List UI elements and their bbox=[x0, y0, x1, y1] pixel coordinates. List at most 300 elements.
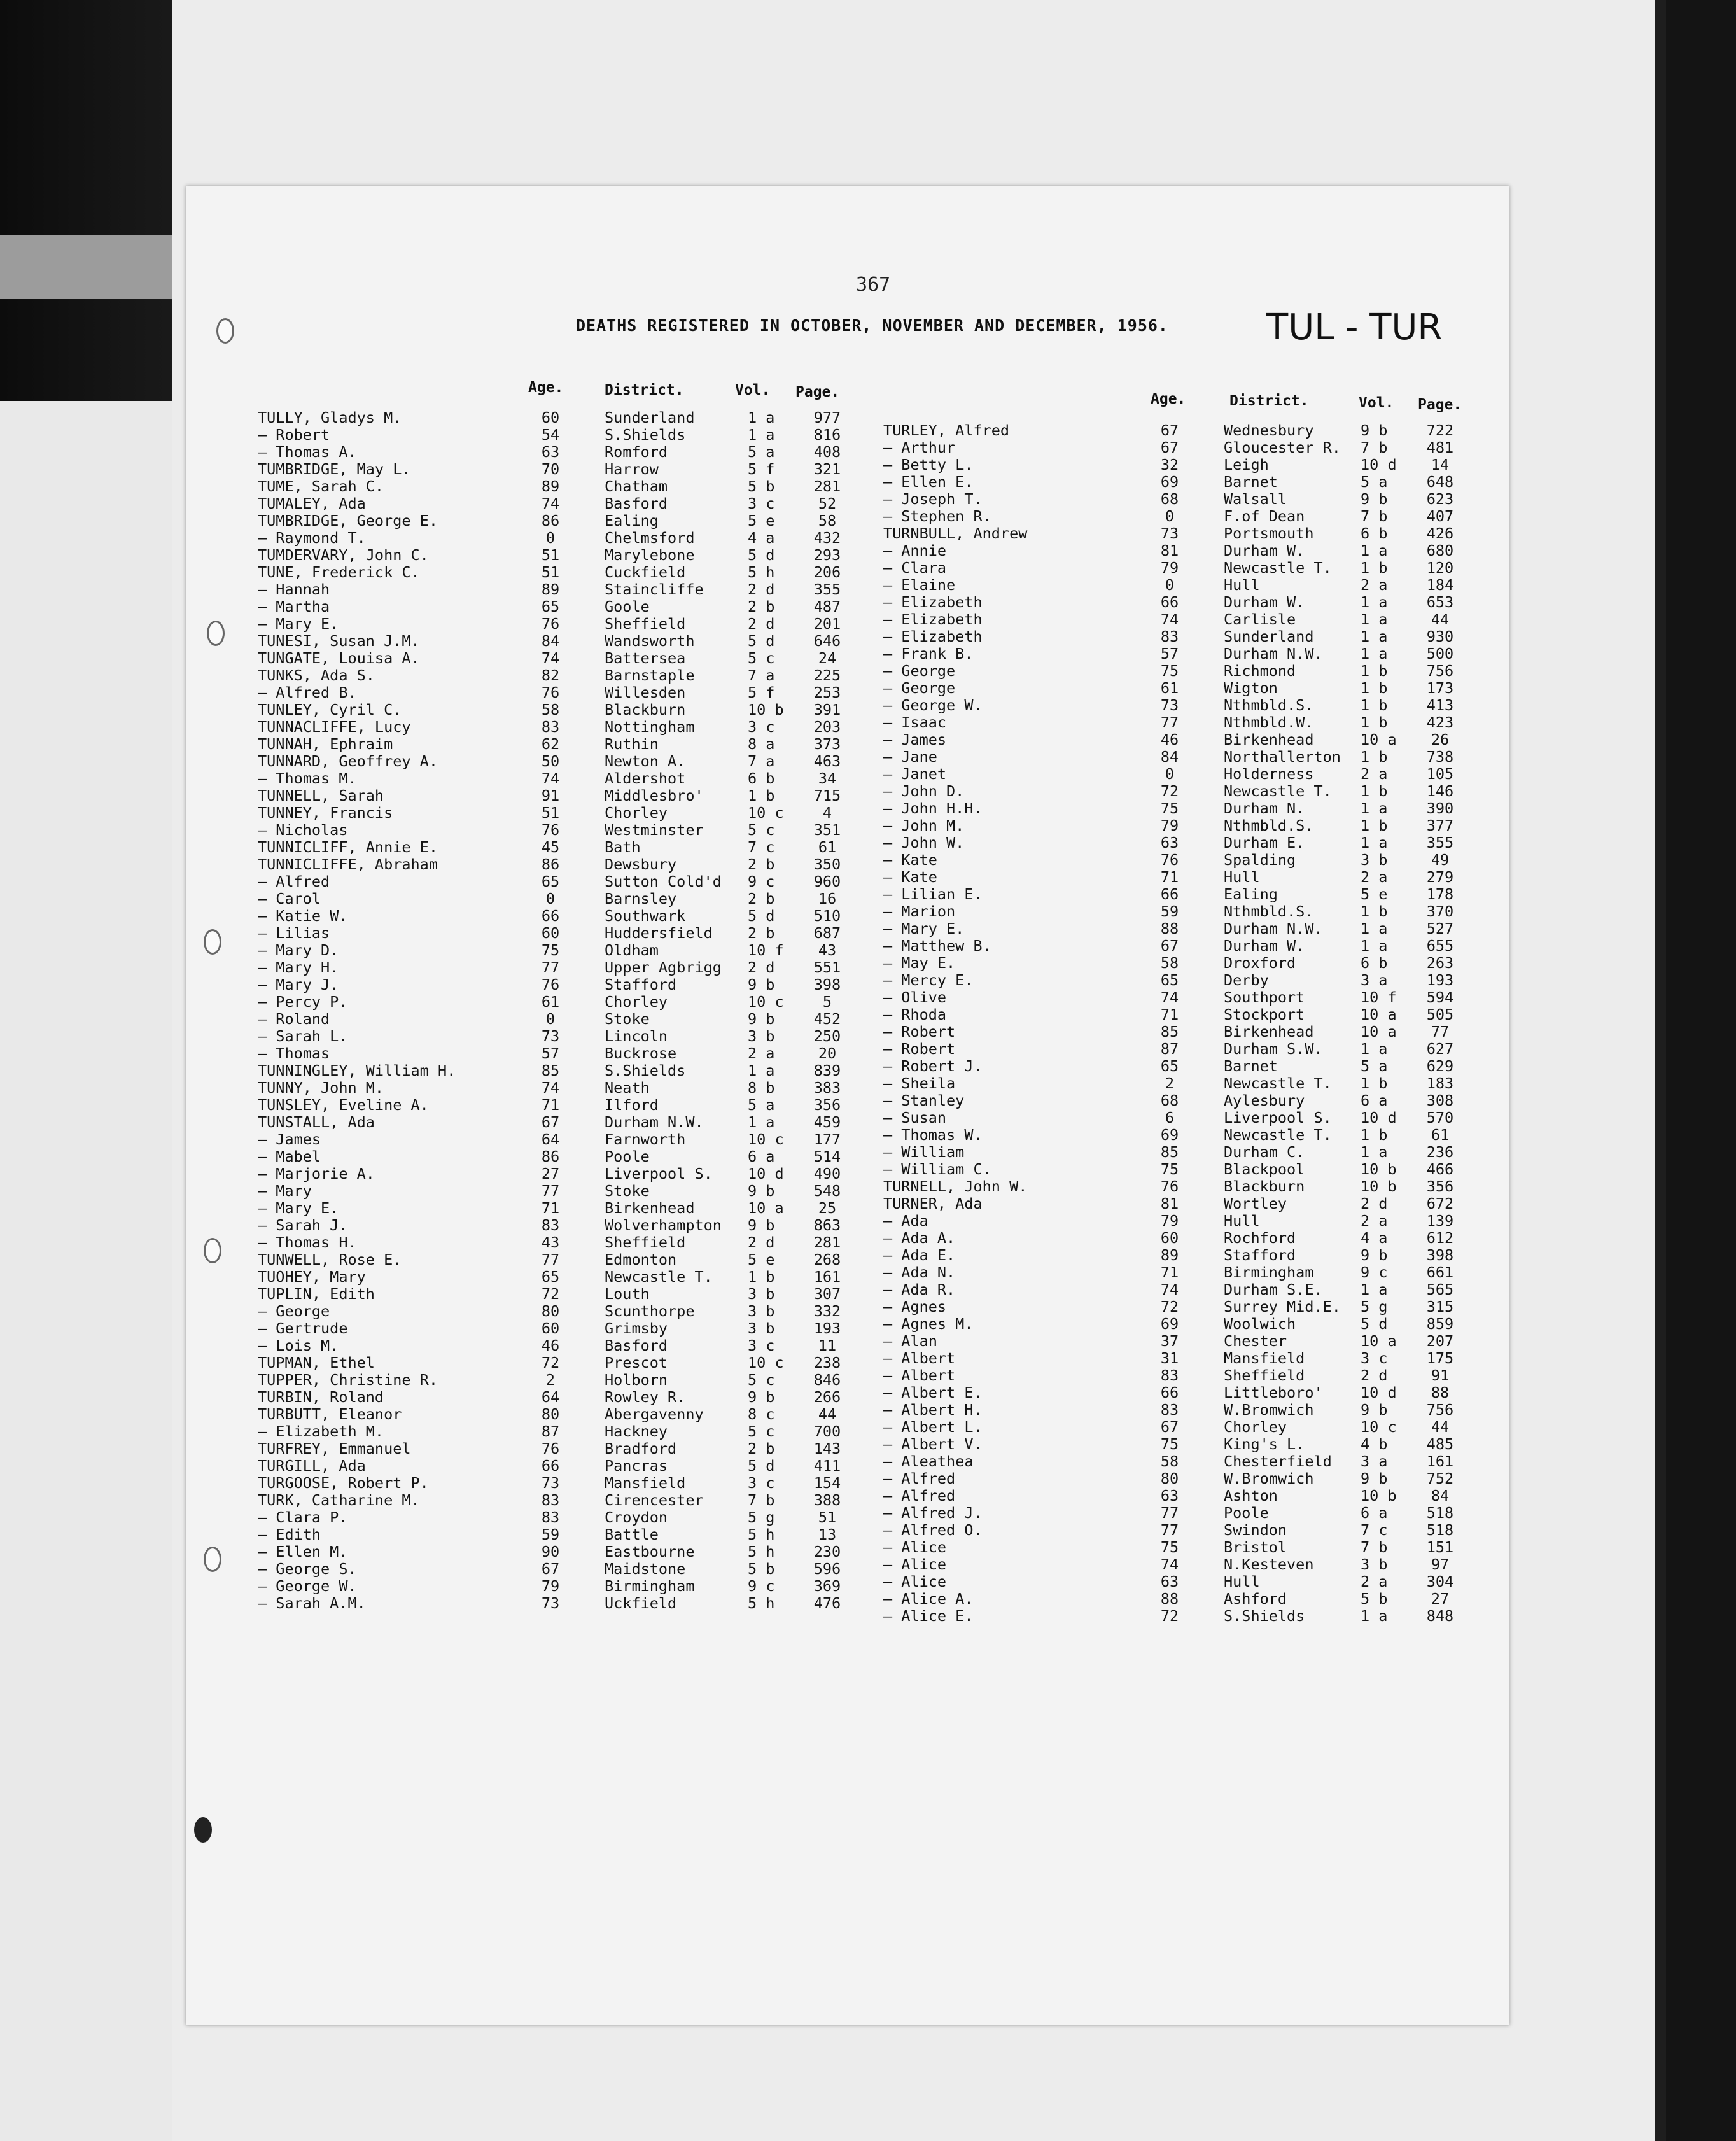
entry-vol: 1 a bbox=[748, 1113, 775, 1131]
register-entry bbox=[258, 1183, 869, 1200]
entry-district: Bath bbox=[605, 838, 641, 856]
entry-vol: 1 b bbox=[1361, 559, 1388, 577]
entry-age: 85 bbox=[541, 1062, 560, 1079]
entry-age: 58 bbox=[541, 701, 560, 719]
entry-name: — Elizabeth bbox=[883, 610, 983, 628]
entry-district: Scunthorpe bbox=[605, 1302, 695, 1320]
entry-name: TUNNY, John M. bbox=[258, 1079, 384, 1097]
entry-name: — Ada N. bbox=[883, 1263, 956, 1281]
entry-name: TUNNEY, Francis bbox=[258, 804, 393, 822]
entry-age: 83 bbox=[1160, 1401, 1179, 1419]
entry-page: 225 bbox=[813, 666, 841, 684]
entry-age: 76 bbox=[541, 684, 560, 701]
entry-vol: 9 b bbox=[748, 1216, 775, 1234]
entry-district: Chorley bbox=[605, 804, 668, 822]
entry-name: — Susan bbox=[883, 1109, 947, 1127]
entry-district: Barnet bbox=[1224, 1057, 1278, 1075]
entry-district: Barnet bbox=[1224, 473, 1278, 491]
entry-page: 510 bbox=[813, 907, 841, 925]
entry-vol: 5 e bbox=[1361, 885, 1388, 903]
entry-age: 83 bbox=[541, 1491, 560, 1509]
entry-name: TUMBRIDGE, George E. bbox=[258, 512, 438, 530]
entry-district: Chelmsford bbox=[605, 529, 695, 547]
entry-vol: 2 d bbox=[1361, 1195, 1388, 1212]
entry-age: 73 bbox=[541, 1027, 560, 1045]
entry-district: Westminster bbox=[605, 821, 704, 839]
entry-name: TUPLIN, Edith bbox=[258, 1285, 375, 1303]
register-entry bbox=[883, 920, 1481, 937]
entry-age: 83 bbox=[541, 1216, 560, 1234]
entry-name: — Ellen E. bbox=[883, 473, 974, 491]
register-entry bbox=[258, 1114, 869, 1131]
entry-page: 356 bbox=[813, 1096, 841, 1114]
entry-district: W.Bromwich bbox=[1224, 1401, 1314, 1419]
entry-name: — Mary J. bbox=[258, 976, 339, 993]
entry-district: Bradford bbox=[605, 1440, 677, 1457]
entry-district: Hackney bbox=[605, 1422, 668, 1440]
entry-page: 24 bbox=[818, 649, 837, 667]
entry-vol: 9 b bbox=[748, 1388, 775, 1406]
entry-vol: 7 b bbox=[748, 1491, 775, 1509]
register-entry bbox=[258, 701, 869, 719]
entry-page: 485 bbox=[1426, 1435, 1454, 1453]
entry-age: 65 bbox=[1160, 1057, 1179, 1075]
entry-vol: 7 a bbox=[748, 752, 775, 770]
entry-age: 76 bbox=[1160, 1177, 1179, 1195]
register-entry bbox=[883, 972, 1481, 989]
entry-age: 72 bbox=[1160, 1298, 1179, 1316]
entry-page: 487 bbox=[813, 598, 841, 615]
entry-age: 77 bbox=[541, 1182, 560, 1200]
entry-vol: 1 a bbox=[1361, 1143, 1388, 1161]
entry-page: 4 bbox=[822, 804, 832, 822]
entry-vol: 10 c bbox=[1361, 1418, 1397, 1436]
entry-page: 846 bbox=[813, 1371, 841, 1389]
entry-page: 355 bbox=[1426, 834, 1454, 852]
entry-district: Southwark bbox=[605, 907, 686, 925]
register-entry bbox=[883, 1608, 1481, 1625]
entry-name: TUNNACLIFFE, Lucy bbox=[258, 718, 411, 736]
entry-page: 863 bbox=[813, 1216, 841, 1234]
entry-age: 80 bbox=[1160, 1470, 1179, 1487]
register-entry bbox=[883, 1453, 1481, 1470]
entry-age: 69 bbox=[1160, 473, 1179, 491]
entry-age: 71 bbox=[1160, 1263, 1179, 1281]
entry-vol: 5 g bbox=[748, 1508, 775, 1526]
entry-district: Marylebone bbox=[605, 546, 695, 564]
entry-district: Poole bbox=[605, 1148, 650, 1165]
entry-name: — Agnes bbox=[883, 1298, 947, 1316]
entry-page: 43 bbox=[818, 941, 837, 959]
register-heading: DEATHS REGISTERED IN OCTOBER, NOVEMBER AND DECEMBER, 1956. bbox=[576, 316, 1168, 335]
register-entry bbox=[258, 1423, 869, 1440]
register-entry bbox=[883, 474, 1481, 491]
entry-page: 756 bbox=[1426, 662, 1454, 680]
entry-name: TULLY, Gladys M. bbox=[258, 409, 402, 426]
entry-name: — Hannah bbox=[258, 580, 330, 598]
entry-name: TURGOOSE, Robert P. bbox=[258, 1474, 429, 1492]
entry-age: 84 bbox=[1160, 748, 1179, 766]
register-entry bbox=[883, 439, 1481, 456]
entry-page: 514 bbox=[813, 1148, 841, 1165]
register-entry bbox=[258, 1200, 869, 1217]
entry-district: Goole bbox=[605, 598, 650, 615]
entry-district: Rochford bbox=[1224, 1229, 1296, 1247]
entry-name: TUNKS, Ada S. bbox=[258, 666, 375, 684]
entry-district: Aylesbury bbox=[1224, 1092, 1305, 1109]
entry-age: 60 bbox=[541, 409, 560, 426]
entry-name: — Alfred bbox=[258, 873, 330, 890]
register-entry bbox=[258, 908, 869, 925]
entry-page: 518 bbox=[1426, 1521, 1454, 1539]
entry-page: 859 bbox=[1426, 1315, 1454, 1333]
entry-name: — Carol bbox=[258, 890, 321, 908]
page-header: Page. bbox=[1418, 397, 1462, 413]
entry-district: Mansfield bbox=[605, 1474, 686, 1492]
entry-page: 977 bbox=[813, 409, 841, 426]
entry-district: Carlisle bbox=[1224, 610, 1296, 628]
entry-page: 500 bbox=[1426, 645, 1454, 663]
entry-age: 74 bbox=[1160, 1281, 1179, 1298]
entry-age: 74 bbox=[541, 769, 560, 787]
entry-vol: 5 h bbox=[748, 1543, 775, 1561]
entry-vol: 10 a bbox=[1361, 1023, 1397, 1041]
register-entry bbox=[258, 1354, 869, 1372]
entry-vol: 3 b bbox=[748, 1302, 775, 1320]
entry-name: — Sarah A.M. bbox=[258, 1594, 366, 1612]
register-entry bbox=[258, 1028, 869, 1045]
entry-page: 646 bbox=[813, 632, 841, 650]
entry-page: 49 bbox=[1431, 851, 1450, 869]
entry-age: 51 bbox=[541, 563, 560, 581]
entry-page: 193 bbox=[813, 1319, 841, 1337]
entry-page: 183 bbox=[1426, 1074, 1454, 1092]
entry-vol: 2 a bbox=[1361, 1212, 1388, 1230]
register-entry bbox=[883, 1247, 1481, 1264]
entry-name: — Sarah J. bbox=[258, 1216, 348, 1234]
entry-age: 66 bbox=[1160, 1384, 1179, 1401]
entry-name: — Frank B. bbox=[883, 645, 974, 663]
entry-age: 68 bbox=[1160, 490, 1179, 508]
entry-vol: 5 a bbox=[748, 1096, 775, 1114]
entry-name: TURNER, Ada bbox=[883, 1195, 983, 1212]
entry-vol: 9 b bbox=[748, 1182, 775, 1200]
entry-vol: 1 a bbox=[748, 409, 775, 426]
register-entry bbox=[258, 1062, 869, 1079]
entry-page: 88 bbox=[1431, 1384, 1450, 1401]
entry-vol: 8 a bbox=[748, 735, 775, 753]
entry-name: — Stanley bbox=[883, 1092, 965, 1109]
entry-page: 423 bbox=[1426, 713, 1454, 731]
entry-vol: 7 c bbox=[748, 838, 775, 856]
entry-age: 0 bbox=[545, 1010, 556, 1028]
entry-district: Derby bbox=[1224, 971, 1269, 989]
entry-vol: 1 a bbox=[1361, 645, 1388, 663]
entry-age: 84 bbox=[541, 632, 560, 650]
entry-name: — Nicholas bbox=[258, 821, 348, 839]
entry-district: Portsmouth bbox=[1224, 524, 1314, 542]
entry-age: 87 bbox=[1160, 1040, 1179, 1058]
entry-vol: 5 g bbox=[1361, 1298, 1388, 1316]
entry-vol: 5 a bbox=[1361, 1057, 1388, 1075]
entry-name: — Marion bbox=[883, 902, 956, 920]
entry-age: 63 bbox=[1160, 834, 1179, 852]
entry-name: TUNNAH, Ephraim bbox=[258, 735, 393, 753]
register-entry bbox=[883, 714, 1481, 731]
entry-age: 76 bbox=[541, 615, 560, 633]
entry-age: 64 bbox=[541, 1130, 560, 1148]
entry-age: 32 bbox=[1160, 456, 1179, 474]
entry-age: 86 bbox=[541, 1148, 560, 1165]
entry-vol: 3 c bbox=[748, 495, 775, 512]
entry-name: — Mary D. bbox=[258, 941, 339, 959]
entry-name: TUNLEY, Cyril C. bbox=[258, 701, 402, 719]
entry-district: Walsall bbox=[1224, 490, 1287, 508]
entry-district: Louth bbox=[605, 1285, 650, 1303]
register-entry bbox=[883, 834, 1481, 852]
entry-district: Southport bbox=[1224, 988, 1305, 1006]
entry-age: 75 bbox=[1160, 799, 1179, 817]
entry-district: Nthmbld.W. bbox=[1224, 713, 1314, 731]
entry-district: Stafford bbox=[1224, 1246, 1296, 1264]
entry-name: — Ada A. bbox=[883, 1229, 956, 1247]
entry-vol: 1 b bbox=[1361, 662, 1388, 680]
register-entry bbox=[258, 1268, 869, 1286]
entry-page: 253 bbox=[813, 684, 841, 701]
entry-district: Abergavenny bbox=[605, 1405, 704, 1423]
entry-age: 0 bbox=[1165, 507, 1175, 525]
entry-age: 59 bbox=[541, 1526, 560, 1543]
entry-page: 715 bbox=[813, 787, 841, 804]
entry-page: 34 bbox=[818, 769, 837, 787]
entry-vol: 2 a bbox=[1361, 765, 1388, 783]
entry-page: 960 bbox=[813, 873, 841, 890]
entry-district: Poole bbox=[1224, 1504, 1269, 1522]
entry-age: 75 bbox=[1160, 662, 1179, 680]
entry-page: 61 bbox=[818, 838, 837, 856]
register-entry bbox=[258, 633, 869, 650]
entry-vol: 3 b bbox=[1361, 851, 1388, 869]
entry-page: 738 bbox=[1426, 748, 1454, 766]
entry-district: Newcastle T. bbox=[1224, 782, 1332, 800]
register-entry bbox=[883, 1333, 1481, 1350]
entry-age: 65 bbox=[541, 598, 560, 615]
entry-age: 83 bbox=[1160, 1366, 1179, 1384]
entry-name: — Gertrude bbox=[258, 1319, 348, 1337]
punch-hole bbox=[216, 318, 234, 344]
entry-vol: 10 b bbox=[1361, 1160, 1397, 1178]
entry-name: — Ada E. bbox=[883, 1246, 956, 1264]
entry-district: Barnsley bbox=[605, 890, 677, 908]
entry-district: Battle bbox=[605, 1526, 659, 1543]
register-entry bbox=[883, 1041, 1481, 1058]
entry-district: Prescot bbox=[605, 1354, 668, 1372]
entry-name: — Sheila bbox=[883, 1074, 956, 1092]
entry-district: Lincoln bbox=[605, 1027, 668, 1045]
entry-name: TURBUTT, Eleanor bbox=[258, 1405, 402, 1423]
register-entry bbox=[258, 1475, 869, 1492]
entry-vol: 9 b bbox=[748, 976, 775, 993]
entry-vol: 10 c bbox=[748, 1130, 784, 1148]
entry-name: — George W. bbox=[258, 1577, 357, 1595]
entry-vol: 5 c bbox=[748, 821, 775, 839]
entry-name: TUPMAN, Ethel bbox=[258, 1354, 375, 1372]
register-entry bbox=[883, 1522, 1481, 1539]
register-entry bbox=[258, 444, 869, 461]
register-entry bbox=[883, 1023, 1481, 1041]
entry-vol: 5 e bbox=[748, 512, 775, 530]
entry-page: 201 bbox=[813, 615, 841, 633]
backing-sheet-edge bbox=[0, 401, 185, 2141]
entry-vol: 10 c bbox=[748, 993, 784, 1011]
entry-vol: 3 b bbox=[748, 1027, 775, 1045]
register-entry bbox=[258, 1131, 869, 1148]
entry-age: 74 bbox=[541, 649, 560, 667]
entry-name: — Lois M. bbox=[258, 1337, 339, 1354]
register-entry bbox=[258, 1217, 869, 1234]
entry-age: 86 bbox=[541, 512, 560, 530]
entry-age: 67 bbox=[1160, 937, 1179, 955]
entry-age: 61 bbox=[1160, 679, 1179, 697]
entry-page: 97 bbox=[1431, 1555, 1450, 1573]
entry-district: Spalding bbox=[1224, 851, 1296, 869]
entry-vol: 7 b bbox=[1361, 439, 1388, 456]
entry-page: 398 bbox=[1426, 1246, 1454, 1264]
entry-vol: 5 h bbox=[748, 1594, 775, 1612]
entry-page: 627 bbox=[1426, 1040, 1454, 1058]
entry-vol: 5 h bbox=[748, 563, 775, 581]
entry-vol: 1 a bbox=[1361, 542, 1388, 559]
entry-district: Willesden bbox=[605, 684, 686, 701]
entry-vol: 3 b bbox=[1361, 1555, 1388, 1573]
entry-vol: 8 c bbox=[748, 1405, 775, 1423]
register-entry bbox=[258, 1492, 869, 1509]
entry-district: Wandsworth bbox=[605, 632, 695, 650]
entry-name: TUNNELL, Sarah bbox=[258, 787, 384, 804]
entry-district: Nthmbld.S. bbox=[1224, 696, 1314, 714]
entry-name: — Albert E. bbox=[883, 1384, 983, 1401]
register-entry bbox=[883, 1384, 1481, 1401]
entry-name: — Ellen M. bbox=[258, 1543, 348, 1561]
register-entry bbox=[258, 650, 869, 667]
entry-page: 203 bbox=[813, 718, 841, 736]
entry-age: 75 bbox=[1160, 1160, 1179, 1178]
entry-district: Hull bbox=[1224, 1212, 1260, 1230]
entry-name: — James bbox=[258, 1130, 321, 1148]
entry-vol: 10 c bbox=[748, 1354, 784, 1372]
entry-age: 91 bbox=[541, 787, 560, 804]
entry-page: 161 bbox=[813, 1268, 841, 1286]
entry-page: 930 bbox=[1426, 628, 1454, 645]
entry-vol: 7 b bbox=[1361, 507, 1388, 525]
vol-header: Vol. bbox=[1359, 395, 1394, 411]
entry-age: 77 bbox=[541, 1251, 560, 1268]
entry-district: Durham N.W. bbox=[1224, 920, 1323, 937]
register-entry bbox=[258, 1457, 869, 1475]
entry-vol: 8 b bbox=[748, 1079, 775, 1097]
register-entry bbox=[883, 1573, 1481, 1590]
register-entry bbox=[883, 937, 1481, 955]
entry-name: — Alice bbox=[883, 1573, 947, 1590]
entry-page: 756 bbox=[1426, 1401, 1454, 1419]
entry-page: 752 bbox=[1426, 1470, 1454, 1487]
entry-vol: 9 b bbox=[1361, 490, 1388, 508]
entry-name: TUNSLEY, Eveline A. bbox=[258, 1096, 429, 1114]
entry-page: 161 bbox=[1426, 1452, 1454, 1470]
entry-district: Harrow bbox=[605, 460, 659, 478]
entry-name: — John W. bbox=[883, 834, 965, 852]
entry-page: 408 bbox=[813, 443, 841, 461]
register-entry bbox=[883, 783, 1481, 800]
entry-age: 51 bbox=[541, 804, 560, 822]
left-entries bbox=[258, 409, 869, 1612]
entry-age: 60 bbox=[541, 1319, 560, 1337]
entry-district: S.Shields bbox=[605, 426, 686, 444]
entry-vol: 5 h bbox=[748, 1526, 775, 1543]
entry-district: Nthmbld.S. bbox=[1224, 902, 1314, 920]
entry-name: — Mary E. bbox=[258, 615, 339, 633]
entry-district: Blackburn bbox=[605, 701, 686, 719]
entry-age: 70 bbox=[541, 460, 560, 478]
entry-name: — Lilian E. bbox=[883, 885, 983, 903]
register-entry bbox=[883, 559, 1481, 577]
entry-age: 46 bbox=[1160, 731, 1179, 748]
register-entry bbox=[258, 1303, 869, 1320]
entry-district: Stoke bbox=[605, 1182, 650, 1200]
entry-name: TUNGATE, Louisa A. bbox=[258, 649, 420, 667]
register-entry bbox=[258, 1406, 869, 1423]
register-entry bbox=[883, 508, 1481, 525]
entry-page: 391 bbox=[813, 701, 841, 719]
entry-age: 67 bbox=[1160, 1418, 1179, 1436]
register-entry bbox=[258, 1595, 869, 1612]
entry-vol: 2 d bbox=[1361, 1366, 1388, 1384]
register-entry bbox=[258, 770, 869, 787]
register-entry bbox=[258, 1578, 869, 1595]
register-entry bbox=[883, 748, 1481, 766]
entry-name: TUNNARD, Geoffrey A. bbox=[258, 752, 438, 770]
entry-name: TUNWELL, Rose E. bbox=[258, 1251, 402, 1268]
entry-page: 356 bbox=[1426, 1177, 1454, 1195]
entry-page: 332 bbox=[813, 1302, 841, 1320]
register-entry bbox=[883, 577, 1481, 594]
entry-name: — Percy P. bbox=[258, 993, 348, 1011]
register-entry bbox=[883, 1436, 1481, 1453]
entry-age: 86 bbox=[541, 855, 560, 873]
entry-name: — Robert bbox=[258, 426, 330, 444]
entry-age: 63 bbox=[1160, 1573, 1179, 1590]
entry-age: 74 bbox=[1160, 988, 1179, 1006]
entry-page: 388 bbox=[813, 1491, 841, 1509]
entry-district: Newton A. bbox=[605, 752, 686, 770]
entry-page: 250 bbox=[813, 1027, 841, 1045]
entry-age: 69 bbox=[1160, 1315, 1179, 1333]
entry-age: 51 bbox=[541, 546, 560, 564]
register-entry bbox=[258, 839, 869, 856]
entry-age: 79 bbox=[1160, 1212, 1179, 1230]
punch-hole bbox=[204, 929, 221, 955]
entry-district: Sheffield bbox=[1224, 1366, 1305, 1384]
register-entry bbox=[883, 800, 1481, 817]
entry-name: — Elizabeth bbox=[883, 628, 983, 645]
entry-age: 89 bbox=[541, 580, 560, 598]
register-entry bbox=[258, 667, 869, 684]
entry-district: Durham N.W. bbox=[605, 1113, 704, 1131]
entry-vol: 2 a bbox=[748, 1044, 775, 1062]
register-entry bbox=[883, 817, 1481, 834]
entry-age: 79 bbox=[1160, 817, 1179, 834]
entry-page: 20 bbox=[818, 1044, 837, 1062]
